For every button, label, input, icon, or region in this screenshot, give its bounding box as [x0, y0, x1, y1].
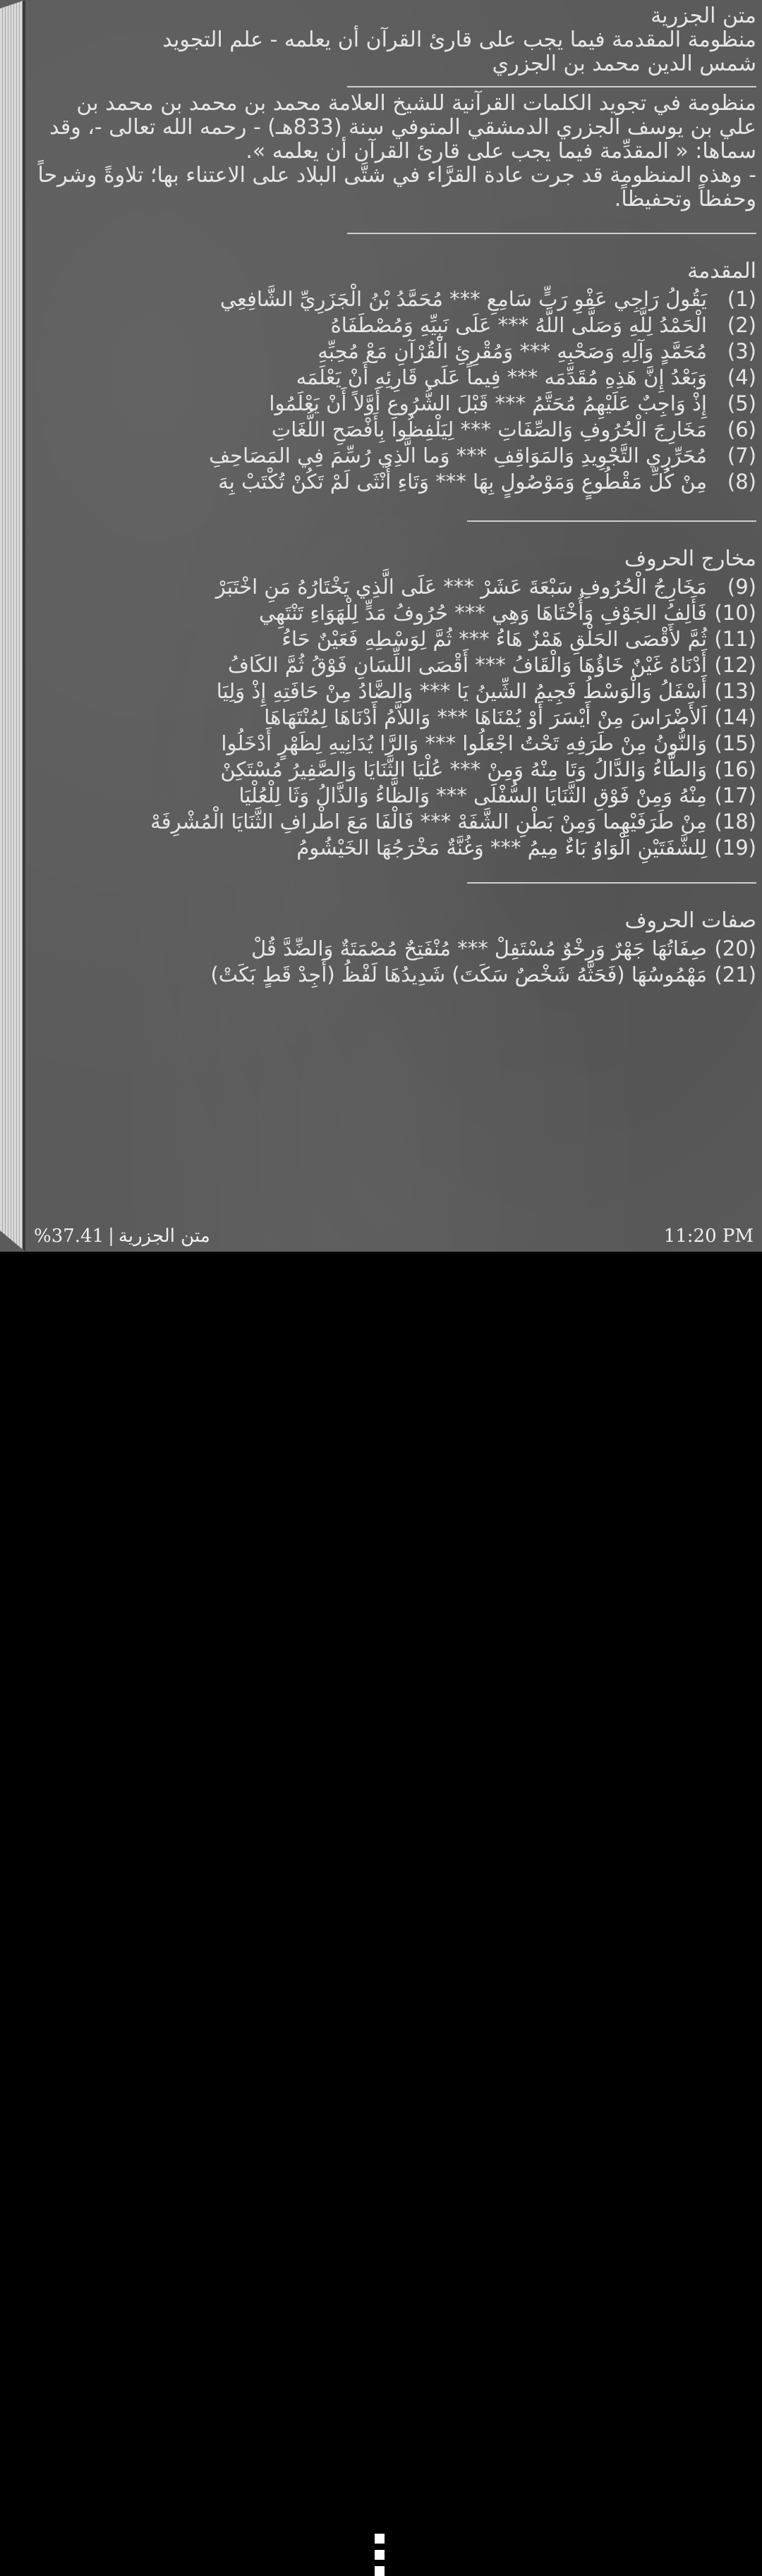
status-book-name: متن الجزرية	[118, 1226, 210, 1247]
section-title: مخارج الحروف	[624, 547, 756, 571]
verse-list	[35, 286, 756, 495]
verse-text: وَبَعْدُ إِنَّ هَذِهِ مُقَدِّمَه *** فِيماً عَلَى قَارِئِهِ أَنْ يَعْلَمَه	[296, 365, 707, 389]
book-title: متن الجزرية	[651, 4, 756, 28]
verse-line	[35, 600, 756, 626]
verse-text: وَالطَّاءُ وَالدَّالُ وَتَا مِنْهُ وَمِنْ *** عُلْيَا الثَّنَايَا وَالصَّفِيرُ مُسْتَكِنْ	[220, 757, 707, 781]
navigation-bar	[0, 1252, 762, 1354]
verse-text: مِنْ طَرَفَيْهِما وَمِنْ بَطْنِ الشَّفَهْ *** فَالْفَا مَعَ اطْرافِ الثَّنَايَا الْمُشْرِفَهْ	[150, 810, 707, 834]
page-stack-edge	[0, 0, 25, 1252]
intro-text	[35, 92, 756, 212]
verse-text: وَالنُّونُ مِنْ طَرَفِهِ تَحْتُ اجْعَلُوا *** وَالرَّا يُدَانِيهِ لِظَهْرٍ أَدْخَلُوا	[221, 731, 707, 755]
verse-line	[35, 678, 756, 704]
verse-line	[35, 391, 756, 417]
verse-number: (14)	[714, 705, 756, 729]
verse-line	[35, 936, 756, 962]
verse-line	[35, 652, 756, 678]
verse-number: (17)	[714, 783, 756, 807]
verse-line	[35, 312, 756, 338]
verse-text: الْحَمْدُ لِلَّهِ وَصَلَّى اللَّهُ *** عَلَى نَبِيِّهِ وَمُصْطَفَاهُ	[330, 313, 707, 337]
verse-line	[35, 338, 756, 365]
verse-number: (18)	[714, 810, 756, 834]
verse-text: لِلشَّفَتَيْنِ الْوَاوُ بَاءٌ مِيمُ *** وَغُنَّةٌ مَخْرَجُهَا الخَيْشُومُ	[296, 836, 707, 860]
verse-line	[35, 731, 756, 757]
verse-number: (21)	[714, 963, 756, 987]
verse-text: مَخَارِجَ الْحُرُوفِ وَالصِّفَاتِ *** لِيَلْفِظُوا بِأَفْصَحِ اللُّغَاتِ	[271, 417, 707, 441]
verse-text: مِنْ كُلِّ مَقْطُوعٍ وَمَوْصُولٍ بِهَا *** وَتَاءِ أُنْثَى لَمْ تَكُنْ تُكْتَبْ بِهَ	[218, 470, 707, 494]
book-author: شمس الدين محمد بن الجزري	[492, 51, 756, 76]
verse-line	[35, 835, 756, 861]
verse-list	[35, 936, 756, 988]
divider	[467, 520, 756, 522]
overflow-menu-icon[interactable]	[368, 2534, 394, 2576]
verse-number: (3)	[727, 339, 756, 363]
divider	[347, 233, 756, 234]
verse-line	[35, 286, 756, 312]
verse-text: اَلأَضْرَاسَ مِنْ أَيْسَرَ أَوْ يُمْنَاهَا *** وَاللاَّمُ أَدْنَاهَا لِمُنْتَهَاهَا	[264, 705, 707, 729]
verse-text: يَقُولُ رَاجِي عَفْوِ رَبٍّ سَامِعِ *** مُحَمَّدُ بْنُ الْجَزَرِيِّ الشَّافِعِي	[219, 287, 707, 311]
section-makharij	[35, 547, 756, 861]
clock: 11:20 PM	[663, 1226, 754, 1247]
verse-number: (10)	[714, 601, 756, 625]
book-progress	[34, 1226, 210, 1247]
verse-number: (15)	[714, 731, 756, 755]
verse-text: صِفَاتُهَا جَهْرٌ وَرِخْوٌ مُسْتَفِلْ *** مُنْفَتِحٌ مُصْمَتَةٌ وَالضِّدَّ قُلْ	[251, 936, 707, 960]
progress-percent: %37.41	[34, 1226, 104, 1247]
verse-number: (13)	[714, 679, 756, 703]
verse-line	[35, 626, 756, 652]
verse-list	[35, 574, 756, 861]
verse-line	[35, 417, 756, 443]
verse-line	[35, 809, 756, 835]
verse-text: فَأَلِفُ الجَوْفِ وَأُخْتَاهَا وَهِي *** حُرُوفُ مَدٍّ لِلْهَوَاءِ تَنْتَهِي	[259, 601, 707, 625]
intro-paragraph: منظومة في تجويد الكلمات القرآنية للشيخ العلامة محمد بن محمد بن محمد بن علي بن يوسف الجزري الدمشقي المتوفي سنة (833هـ) - رحمه الله تعالى -، وقد سماها: « المقدِّمة فيما يجب على قارئ القرآن أن يعلمه ».	[49, 91, 756, 164]
verse-number: (12)	[714, 653, 756, 677]
intro-paragraph: - وهذه المنظومة قد جرت عادة القرَّاء في شتَّى البلاد على الاعتناء بها؛ تلاوةً وشرحاً وحفظاً وتحفيظاً.	[37, 163, 756, 212]
section-title: المقدمة	[687, 259, 756, 283]
reader-page[interactable]	[0, 0, 762, 1252]
verse-text: مِنْهُ وَمِنْ فَوْقِ الثَّنَايَا السُّفْلَى *** وَالظَّاءُ وَالذَّالُ وَثَا لِلْعُلْيَا	[238, 783, 707, 807]
verse-number: (5)	[727, 391, 756, 415]
verse-number: (20)	[714, 936, 756, 960]
verse-number: (19)	[714, 836, 756, 860]
verse-number: (7)	[727, 444, 756, 468]
verse-line	[35, 783, 756, 809]
verse-line	[35, 962, 756, 988]
verse-text: أَسْفَلُ وَالْوَسْطُ فَجِيمُ الشِّينُ يَا *** وَالضَّادُ مِنْ حَافَتِهِ إِذْ وَلِيَا	[216, 679, 707, 703]
verse-number: (11)	[714, 627, 756, 651]
verse-text: مَهْمُوسُهَا (فَحَثَّهُ شَخْصٌ سَكَتَ) شَدِيدُهَا لَفْظُ (أَجِدْ قَطٍ بَكَتْ)	[210, 963, 707, 987]
status-separator: |	[108, 1226, 114, 1247]
section-sifat	[35, 909, 756, 988]
verse-text: أَدْنَاهُ غَيْنٌ خَاؤُهَا وَالْقَافُ *** أَقْصَى اللِّسَانِ فَوْقُ ثُمَّ الكَافُ	[227, 653, 707, 677]
verse-line	[35, 757, 756, 783]
verse-number: (8)	[727, 470, 756, 494]
verse-number: (1)	[727, 287, 756, 311]
book-header	[35, 4, 756, 76]
reader-status-bar	[25, 1222, 762, 1250]
verse-line	[35, 443, 756, 469]
verse-text: إِذْ وَاجِبٌ عَلَيْهِمُ مُحَتَّمُ *** قَبْلَ الشُّرُوعِ أَوَّلاً أَنْ يَعْلَمُوا	[269, 391, 707, 415]
divider	[347, 86, 756, 87]
verse-line	[35, 704, 756, 731]
section-title: صفات الحروف	[624, 908, 756, 933]
section-muqaddima	[35, 260, 756, 495]
verse-text: مَخَارِجُ الْحُرُوفِ سَبْعَةَ عَشَرْ *** عَلَى الَّذِي يَخْتَارُهُ مَنِ اخْتَبَرْ	[215, 575, 707, 599]
verse-text: مُحَرِّرِي التَّجْوِيدِ وَالمَوَاقِفِ *** وَما الَّذِي رُسِّمَ فِي المَصَاحِفِ	[209, 444, 707, 468]
verse-line	[35, 469, 756, 495]
verse-text: ثُمَّ لأَقْصَى الحَلْقِ هَمْزٌ هَاءُ *** ثُمَّ لِوَسْطِهِ فَعَيْنٌ حَاءُ	[282, 627, 707, 651]
verse-line	[35, 365, 756, 391]
verse-number: (9)	[727, 575, 756, 599]
book-subtitle: منظومة المقدمة فيما يجب على قارئ القرآن أن يعلمه - علم التجويد	[162, 28, 756, 52]
verse-text: مُحَمَّدٍ وَآلِهِ وَصَحْبِهِ *** وَمُقْرِئِ الْقُرْآنِ مَعْ مُحِبِّهِ	[318, 339, 707, 363]
verse-number: (4)	[727, 365, 756, 389]
page-content	[35, 0, 756, 988]
verse-number: (6)	[727, 417, 756, 441]
verse-number: (16)	[714, 757, 756, 781]
verse-number: (2)	[727, 313, 756, 337]
verse-line	[35, 574, 756, 600]
divider	[467, 882, 756, 884]
